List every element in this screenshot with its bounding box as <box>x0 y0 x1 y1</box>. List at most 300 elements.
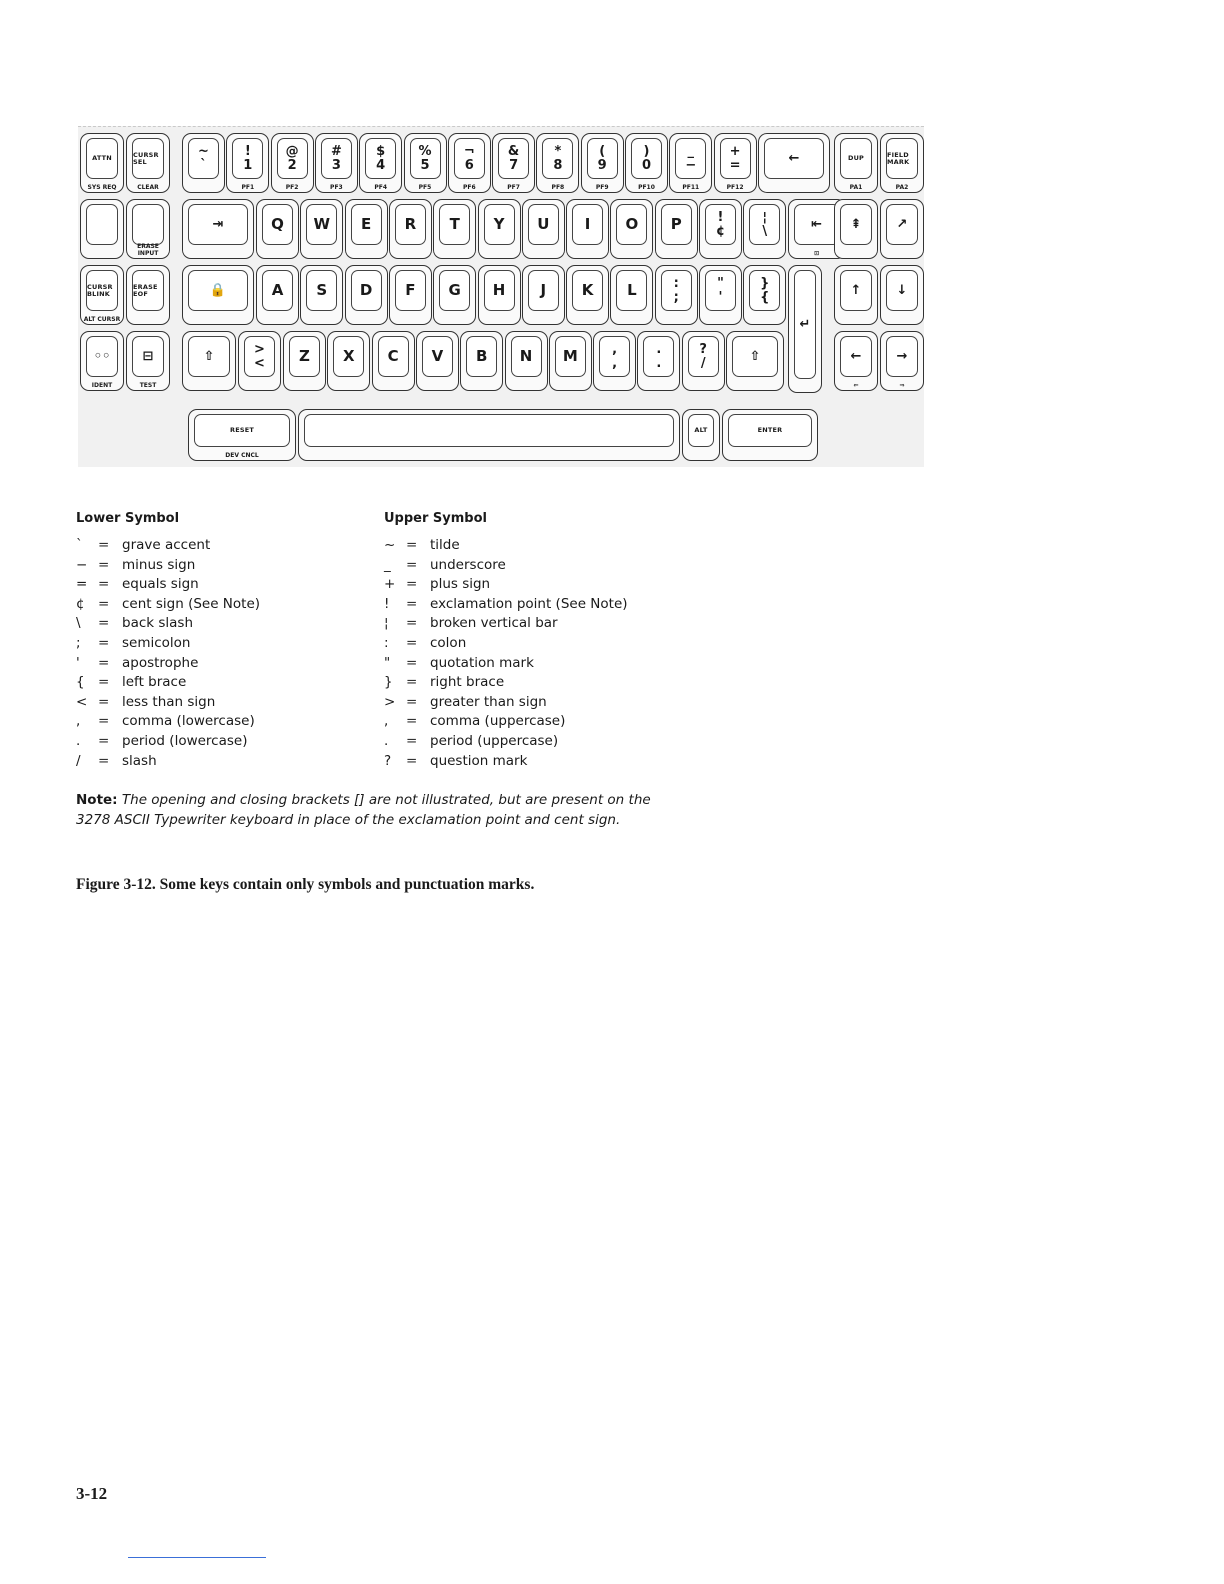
key-g[interactable] <box>433 265 476 325</box>
key-row1-11-legend: 0 <box>641 157 652 173</box>
key-p[interactable] <box>655 199 698 259</box>
shift-left-key-legend: ⇧ <box>203 348 215 364</box>
upper-symbol-row <box>384 613 558 633</box>
arrow-key-2[interactable] <box>880 265 924 325</box>
lower-symbol-glyph: ; <box>76 635 81 651</box>
upper-symbol-name: underscore <box>430 556 506 573</box>
lock-key[interactable] <box>182 265 254 325</box>
key-comma-legend: , <box>612 341 618 357</box>
key-row1-10-front-legend: PF9 <box>595 184 609 191</box>
test-key-1-front-legend: IDENT <box>91 382 113 389</box>
key-slash-legend: / <box>700 355 706 371</box>
cursor-move-key-1[interactable] <box>834 331 878 391</box>
key-row1-12-legend: − <box>685 157 697 173</box>
upper-symbol-glyph: , <box>384 713 389 730</box>
key-brace-legend: { <box>760 289 770 305</box>
key-z-legend: Z <box>299 346 310 365</box>
key-q-legend: Q <box>271 214 284 233</box>
key-l-legend: L <box>627 280 637 299</box>
key-apostrophe-legend: ' <box>718 289 723 305</box>
key-row1-1-legend: ~ <box>198 143 209 159</box>
key-cent-legend: ! <box>717 209 724 225</box>
test-key-2-front-legend: TEST <box>139 382 157 389</box>
key-row1-8-legend: & <box>507 143 520 159</box>
upper-symbol-glyph: + <box>384 576 396 593</box>
func-key-1-legend: ATTN <box>92 154 112 163</box>
key-v[interactable] <box>416 331 459 391</box>
key-row1-8-front-legend: PF7 <box>507 184 520 191</box>
lower-symbol-name: less than sign <box>122 693 216 710</box>
lower-symbol-row <box>76 692 215 712</box>
key-period[interactable] <box>637 331 680 391</box>
upper-symbol-row <box>384 751 527 771</box>
key-period-cap <box>643 336 674 377</box>
upper-symbol-glyph: ¦ <box>384 615 389 632</box>
cursor-key-2[interactable] <box>126 265 170 325</box>
key-row1-1-legend: ` <box>200 157 207 173</box>
upper-symbol-row <box>384 574 490 594</box>
key-q-cap <box>262 204 293 245</box>
upper-symbol-row <box>384 711 565 731</box>
key-w[interactable] <box>300 199 343 259</box>
enter-key[interactable] <box>722 409 818 461</box>
blank-key-1-cap <box>86 204 118 245</box>
key-row1-9-legend: 8 <box>553 157 563 173</box>
alt-key-cap <box>688 414 714 447</box>
key-slash-legend: ? <box>699 341 707 357</box>
upper-symbol-equals: = <box>406 537 418 553</box>
space-bar-cap <box>304 414 674 447</box>
key-k-cap <box>572 270 603 311</box>
lower-symbol-row <box>76 555 195 575</box>
space-bar[interactable] <box>298 409 680 461</box>
key-n[interactable] <box>505 331 548 391</box>
key-period-legend: . <box>656 341 662 357</box>
cursor-move-key-2-cap <box>886 336 918 377</box>
key-brace[interactable] <box>743 265 786 325</box>
key-row1-13-legend: = <box>729 157 741 173</box>
key-row1-9-cap <box>542 138 573 179</box>
upper-symbol-equals: = <box>406 595 418 612</box>
key-t[interactable] <box>433 199 476 259</box>
lower-symbol-name: back slash <box>122 615 194 632</box>
key-b[interactable] <box>460 331 503 391</box>
key-row1-12-legend: _ <box>687 143 695 159</box>
key-less-than[interactable] <box>238 331 281 391</box>
key-x[interactable] <box>327 331 370 391</box>
upper-symbol-row <box>384 653 534 673</box>
blank-key-2[interactable] <box>126 199 170 259</box>
alt-key-legend: ALT <box>694 426 708 435</box>
key-row1-2-front-legend: PF1 <box>241 184 255 191</box>
upper-symbol-glyph: . <box>384 733 389 749</box>
right-nav-key-2[interactable] <box>880 199 924 259</box>
key-row1-13[interactable] <box>714 133 757 193</box>
key-row1-4-legend: # <box>330 143 342 159</box>
lower-symbol-row <box>76 594 260 614</box>
key-i[interactable] <box>566 199 609 259</box>
key-f[interactable] <box>389 265 432 325</box>
key-row1-12[interactable] <box>669 133 712 193</box>
key-c-cap <box>378 336 409 377</box>
key-comma-cap <box>599 336 630 377</box>
upper-symbol-header: Upper Symbol <box>384 511 487 526</box>
arrow-key-2-cap <box>886 270 918 311</box>
key-s-legend: S <box>316 280 328 299</box>
key-semicolon-legend: : <box>673 275 679 291</box>
key-less-than-legend: > <box>254 341 265 357</box>
key-semicolon[interactable] <box>655 265 698 325</box>
key-x-cap <box>333 336 364 377</box>
key-row1-7-legend: 6 <box>464 157 474 173</box>
shift-right-key-cap <box>732 336 778 377</box>
right-func-key-1-legend: DUP <box>847 154 865 163</box>
key-m-legend: M <box>562 346 578 365</box>
key-backslash[interactable] <box>743 199 786 259</box>
key-row1-11[interactable] <box>625 133 668 193</box>
shift-left-key[interactable] <box>182 331 236 391</box>
cursor-key-1-front-legend: ALT CURSR <box>83 316 121 323</box>
cursor-move-key-1-cap <box>840 336 872 377</box>
right-func-key-1-front-legend: PA1 <box>849 184 863 191</box>
upper-symbol-equals: = <box>406 635 418 651</box>
right-nav-key-1-cap <box>840 204 872 245</box>
key-s-cap <box>306 270 337 311</box>
key-row1-4-front-legend: PF3 <box>330 184 343 191</box>
lock-key-cap <box>188 270 248 311</box>
keyboard-illustration <box>78 126 924 467</box>
reset-key-cap <box>194 414 290 447</box>
key-c-legend: C <box>387 346 399 365</box>
upper-symbol-equals: = <box>406 752 418 769</box>
key-row1-9[interactable] <box>536 133 579 193</box>
test-key-1[interactable] <box>80 331 124 391</box>
key-b-legend: B <box>475 346 488 365</box>
key-backslash-legend: ¦ <box>762 209 768 225</box>
lower-symbol-glyph: / <box>76 752 81 769</box>
upper-symbol-name: period (uppercase) <box>430 733 559 749</box>
key-row1-5-front-legend: PF4 <box>374 184 388 191</box>
upper-symbol-name: broken vertical bar <box>430 615 558 632</box>
reset-key[interactable] <box>188 409 296 461</box>
lower-symbol-equals: = <box>98 537 110 553</box>
key-less-than-legend: < <box>254 355 265 371</box>
blank-key-2-front-legend: ERASE INPUT <box>137 243 159 257</box>
key-h-cap <box>484 270 515 311</box>
lower-symbol-name: slash <box>122 752 157 769</box>
upper-symbol-name: question mark <box>430 752 528 769</box>
lower-symbol-name: semicolon <box>122 635 191 651</box>
lower-symbol-name: apostrophe <box>122 654 199 671</box>
key-row1-8-legend: 7 <box>509 157 519 173</box>
reset-key-legend: RESET <box>229 426 254 435</box>
lower-symbol-glyph: − <box>76 556 88 573</box>
upper-symbol-row <box>384 692 547 712</box>
key-y[interactable] <box>478 199 521 259</box>
right-func-key-2-cap <box>886 138 918 179</box>
func-key-1[interactable] <box>80 133 124 193</box>
key-r[interactable] <box>389 199 432 259</box>
key-row1-9-legend: * <box>554 143 562 159</box>
arrow-key-1[interactable] <box>834 265 878 325</box>
cursor-key-1[interactable] <box>80 265 124 325</box>
upper-symbol-name: tilde <box>430 537 460 553</box>
backspace-key-cap <box>764 138 824 179</box>
return-key[interactable] <box>788 265 822 393</box>
cursor-key-2-cap <box>132 270 164 311</box>
lock-key-legend: 🔒 <box>209 282 227 298</box>
upper-symbol-equals: = <box>406 654 418 671</box>
key-slash-cap <box>688 336 719 377</box>
cursor-move-key-2-front-legend: ⇒ <box>899 382 905 389</box>
upper-symbol-glyph: " <box>384 654 391 671</box>
key-row1-4-legend: 3 <box>331 157 341 173</box>
lower-symbol-row <box>76 672 186 692</box>
upper-symbol-row <box>384 633 466 653</box>
key-p-legend: P <box>670 214 682 233</box>
func-key-2-front-legend: CLEAR <box>137 184 159 191</box>
key-j[interactable] <box>522 265 565 325</box>
right-nav-key-2-legend: ↗ <box>896 216 908 232</box>
key-apostrophe-legend: " <box>717 275 724 291</box>
lower-symbol-equals: = <box>98 595 110 612</box>
cursor-move-key-2-legend: → <box>896 348 908 364</box>
lower-symbol-row <box>76 574 199 594</box>
key-j-cap <box>528 270 559 311</box>
key-row1-1[interactable] <box>182 133 225 193</box>
key-k-legend: K <box>581 280 594 299</box>
key-y-legend: Y <box>493 214 505 233</box>
key-z[interactable] <box>283 331 326 391</box>
shift-right-key-legend: ⇧ <box>749 348 761 364</box>
key-row1-10[interactable] <box>581 133 624 193</box>
key-g-cap <box>439 270 470 311</box>
lower-symbol-row <box>76 711 255 731</box>
upper-symbol-glyph: ~ <box>384 537 396 553</box>
key-row1-6-legend: 5 <box>420 157 430 173</box>
func-key-1-cap <box>86 138 118 179</box>
backtab-key-legend: ⇤ <box>811 216 823 232</box>
upper-symbol-name: colon <box>430 635 467 651</box>
key-row1-5-legend: $ <box>376 143 386 159</box>
key-c[interactable] <box>372 331 415 391</box>
enter-key-cap <box>728 414 812 447</box>
lower-symbol-row <box>76 731 247 751</box>
key-row1-2-legend: ! <box>244 143 251 159</box>
key-row1-3-legend: 2 <box>287 157 297 173</box>
test-key-2-legend: ⊟ <box>142 348 154 364</box>
right-nav-key-1[interactable] <box>834 199 878 259</box>
backspace-key[interactable] <box>758 133 830 193</box>
key-q[interactable] <box>256 199 299 259</box>
key-row1-4[interactable] <box>315 133 358 193</box>
func-key-2[interactable] <box>126 133 170 193</box>
key-apostrophe[interactable] <box>699 265 742 325</box>
key-i-cap <box>572 204 603 245</box>
test-key-1-cap <box>86 336 118 377</box>
test-key-2-cap <box>132 336 164 377</box>
backtab-key-cap <box>794 204 840 245</box>
key-e[interactable] <box>345 199 388 259</box>
key-row1-3[interactable] <box>271 133 314 193</box>
right-func-key-2-legend: FIELD MARK <box>887 150 910 166</box>
func-key-2-legend: CURSR SEL <box>133 150 159 166</box>
blank-key-2-cap <box>132 204 164 245</box>
upper-symbol-row <box>384 535 460 555</box>
upper-symbol-name: right brace <box>430 674 505 691</box>
backspace-key-legend: ← <box>788 150 800 166</box>
key-f-cap <box>395 270 426 311</box>
key-row1-12-cap <box>675 138 706 179</box>
key-semicolon-cap <box>661 270 692 311</box>
lower-symbol-row <box>76 751 157 771</box>
enter-key-legend: ENTER <box>757 426 783 435</box>
backtab-key-front-legend: ⊡ <box>814 250 820 257</box>
key-row1-3-legend: @ <box>285 143 299 159</box>
upper-symbol-glyph: > <box>384 693 396 710</box>
upper-symbol-name: greater than sign <box>430 693 547 710</box>
key-row1-6[interactable] <box>404 133 447 193</box>
key-s[interactable] <box>300 265 343 325</box>
key-a[interactable] <box>256 265 299 325</box>
blank-key-1[interactable] <box>80 199 124 259</box>
page-number: 3-12 <box>76 1484 108 1503</box>
key-l-cap <box>616 270 647 311</box>
key-r-cap <box>395 204 426 245</box>
key-row1-5[interactable] <box>359 133 402 193</box>
lower-symbol-name: period (lowercase) <box>122 733 248 749</box>
upper-symbol-equals: = <box>406 693 418 710</box>
lower-symbol-name: comma (lowercase) <box>122 713 255 730</box>
upper-symbol-row <box>384 555 506 575</box>
key-slash[interactable] <box>682 331 725 391</box>
tab-key-cap <box>188 204 248 245</box>
key-row1-13-legend: + <box>729 143 741 159</box>
key-x-legend: X <box>343 346 355 365</box>
lower-symbol-equals: = <box>98 713 110 730</box>
cursor-key-1-legend: CURSR BLINK <box>87 282 113 298</box>
key-m-cap <box>555 336 586 377</box>
key-y-cap <box>484 204 515 245</box>
tab-key[interactable] <box>182 199 254 259</box>
lower-symbol-glyph: { <box>76 674 85 691</box>
key-period-legend: . <box>656 355 662 371</box>
key-u-cap <box>528 204 559 245</box>
key-h[interactable] <box>478 265 521 325</box>
test-key-2[interactable] <box>126 331 170 391</box>
lower-symbol-glyph: = <box>76 576 88 593</box>
key-row1-7[interactable] <box>448 133 491 193</box>
key-row1-8[interactable] <box>492 133 535 193</box>
key-row1-6-front-legend: PF5 <box>418 184 432 191</box>
key-w-legend: W <box>313 214 331 233</box>
key-row1-13-front-legend: PF12 <box>726 184 744 191</box>
key-t-legend: T <box>449 214 460 233</box>
key-row1-6-cap <box>410 138 441 179</box>
alt-key[interactable] <box>682 409 720 461</box>
key-row1-11-legend: ) <box>643 143 650 159</box>
key-m[interactable] <box>549 331 592 391</box>
upper-symbol-name: exclamation point (See Note) <box>430 595 628 612</box>
lower-symbol-header: Lower Symbol <box>76 511 180 526</box>
key-a-cap <box>262 270 293 311</box>
upper-symbol-glyph: : <box>384 635 389 651</box>
lower-symbol-glyph: ' <box>76 654 80 671</box>
key-row1-9-front-legend: PF8 <box>551 184 565 191</box>
lower-symbol-equals: = <box>98 693 110 710</box>
upper-symbol-equals: = <box>406 576 418 593</box>
key-b-cap <box>466 336 497 377</box>
key-k[interactable] <box>566 265 609 325</box>
cursor-move-key-2[interactable] <box>880 331 924 391</box>
upper-symbol-glyph: } <box>384 674 393 691</box>
lower-symbol-glyph: < <box>76 693 88 710</box>
key-w-cap <box>306 204 337 245</box>
key-l[interactable] <box>610 265 653 325</box>
key-row1-2-cap <box>232 138 263 179</box>
key-row1-3-front-legend: PF2 <box>285 184 299 191</box>
lower-symbol-name: left brace <box>122 674 187 691</box>
key-g-legend: G <box>448 280 461 299</box>
key-cent[interactable] <box>699 199 742 259</box>
key-f-legend: F <box>405 280 416 299</box>
key-cent-legend: ¢ <box>715 223 726 239</box>
key-a-legend: A <box>271 280 284 299</box>
key-row1-8-cap <box>498 138 529 179</box>
key-o-legend: O <box>625 214 639 233</box>
lower-symbol-glyph: . <box>76 733 81 749</box>
key-backslash-cap <box>749 204 780 245</box>
reset-key-front-legend: DEV CNCL <box>225 452 259 459</box>
key-row1-11-cap <box>631 138 662 179</box>
lower-symbol-glyph: , <box>76 713 81 730</box>
cursor-move-key-1-legend: ← <box>850 348 862 364</box>
right-func-key-1-cap <box>840 138 872 179</box>
key-d[interactable] <box>345 265 388 325</box>
key-n-legend: N <box>519 346 533 365</box>
upper-symbol-glyph: ! <box>384 595 390 612</box>
footer-rule <box>128 1557 266 1558</box>
key-row1-10-legend: 9 <box>597 157 607 173</box>
lower-symbol-glyph: \ <box>76 615 81 632</box>
key-u[interactable] <box>522 199 565 259</box>
key-comma[interactable] <box>593 331 636 391</box>
key-h-legend: H <box>492 280 506 299</box>
right-func-key-2[interactable] <box>880 133 924 193</box>
key-o[interactable] <box>610 199 653 259</box>
key-comma-legend: , <box>612 355 618 371</box>
key-z-cap <box>289 336 320 377</box>
lower-symbol-row <box>76 613 193 633</box>
lower-symbol-equals: = <box>98 556 110 573</box>
key-row1-10-cap <box>587 138 618 179</box>
key-d-cap <box>351 270 382 311</box>
lower-symbol-name: equals sign <box>122 576 199 593</box>
key-row1-2[interactable] <box>226 133 269 193</box>
key-row1-13-cap <box>720 138 751 179</box>
key-j-legend: J <box>540 280 547 299</box>
figure-caption: Figure 3-12. Some keys contain only symbols and punctuation marks. <box>76 876 535 893</box>
shift-right-key[interactable] <box>726 331 784 391</box>
upper-symbol-equals: = <box>406 674 418 691</box>
key-row1-5-legend: 4 <box>376 157 386 173</box>
right-nav-key-2-cap <box>886 204 918 245</box>
cursor-key-1-cap <box>86 270 118 311</box>
cursor-move-key-1-front-legend: ⇐ <box>853 382 859 389</box>
right-func-key-1[interactable] <box>834 133 878 193</box>
key-row1-1-cap <box>188 138 219 179</box>
key-row1-12-front-legend: PF11 <box>682 184 700 191</box>
